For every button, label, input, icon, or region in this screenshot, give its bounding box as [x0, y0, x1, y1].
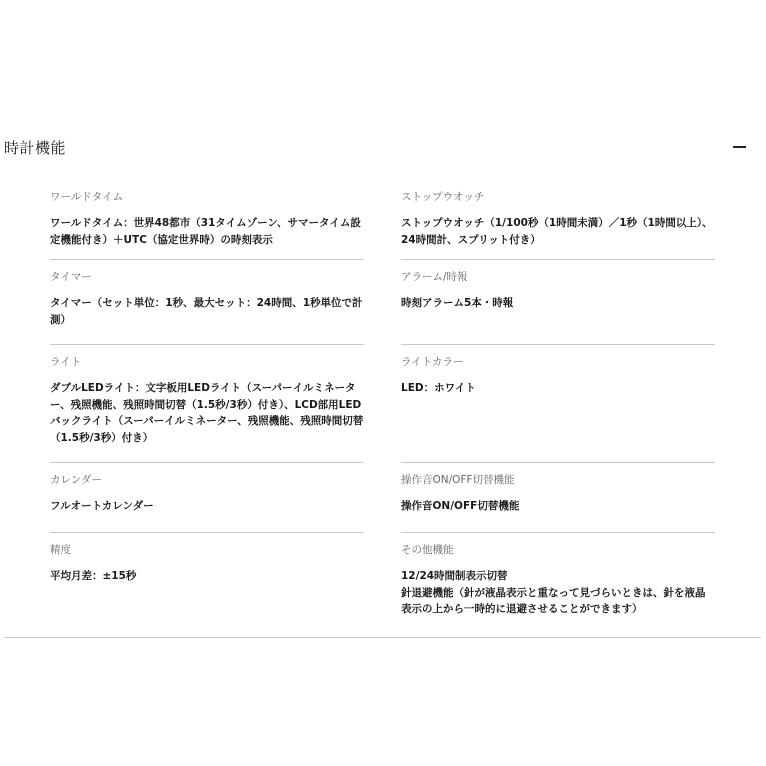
accordion-header-watch-functions[interactable]	[4, 134, 748, 160]
spec-row	[50, 533, 715, 623]
spec-label: その他機能	[401, 544, 454, 556]
spec-value: 12/24時間制表示切替 針退避機能（針が液晶表示と重なって見づらいときは、針を液晶表示の上から一時的に退避させることができます）	[401, 570, 706, 615]
spec-value: ストップウオッチ（1/100秒（1時間未満）／1秒（1時間以上）、24時間計、スプリット付き）	[401, 217, 713, 246]
minus-icon[interactable]	[733, 146, 746, 148]
spec-label: 操作音ON/OFF切替機能	[401, 474, 515, 486]
spec-value: ダブルLEDライト：文字板用LEDライト（スーパーイルミネーター、残照機能、残照時間切替（1.5秒/3秒）付き）、LCD部用LEDバックライト（スーパーイルミネーター、残照機能、残照時間切替（1.5秒/3秒）付き）	[50, 382, 364, 444]
spec-value: 時刻アラーム5本・時報	[401, 297, 514, 309]
section-divider	[4, 637, 761, 638]
spec-label: ライトカラー	[401, 356, 464, 368]
spec-value: LED：ホワイト	[401, 382, 476, 394]
spec-item-other-functions	[401, 533, 715, 623]
spec-label: タイマー	[50, 271, 92, 283]
spec-label: ワールドタイム	[50, 191, 124, 203]
spec-label: 精度	[50, 544, 71, 556]
spec-row	[50, 180, 715, 260]
spec-item-accuracy	[50, 533, 364, 623]
spec-item-stopwatch	[401, 180, 715, 260]
spec-item-light-color	[401, 345, 715, 463]
spec-value: タイマー（セット単位：1秒、最大セット：24時間、1秒単位で計測）	[50, 297, 363, 326]
spec-item-world-time	[50, 180, 364, 260]
spec-row	[50, 463, 715, 533]
spec-value: 操作音ON/OFF切替機能	[401, 500, 520, 512]
spec-grid	[50, 180, 715, 623]
spec-item-alarm	[401, 260, 715, 345]
spec-label: カレンダー	[50, 474, 102, 486]
spec-value: ワールドタイム：世界48都市（31タイムゾーン、サマータイム設定機能付き）＋UTC（協定世界時）の時刻表示	[50, 217, 361, 246]
spec-row	[50, 260, 715, 345]
spec-row	[50, 345, 715, 463]
spec-label: アラーム/時報	[401, 271, 468, 283]
spec-value: フルオートカレンダー	[50, 500, 154, 512]
spec-label: ライト	[50, 356, 82, 368]
spec-item-sound-toggle	[401, 463, 715, 533]
spec-label: ストップウオッチ	[401, 191, 485, 203]
spec-item-timer	[50, 260, 364, 345]
section-title: 時計機能	[4, 139, 67, 157]
spec-value: 平均月差：±15秒	[50, 570, 137, 582]
spec-item-light	[50, 345, 364, 463]
spec-item-calendar	[50, 463, 364, 533]
